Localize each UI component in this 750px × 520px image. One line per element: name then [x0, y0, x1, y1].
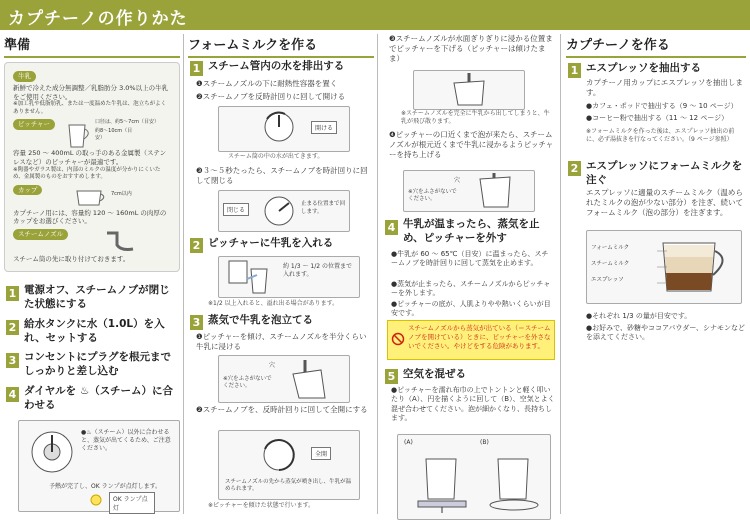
ok-lamp-label: OK ランプ点灯	[109, 492, 155, 514]
prep-box	[4, 62, 180, 272]
layer-steam-label: スチームミルク	[591, 259, 629, 267]
foam-heading: フォームミルクを作る	[188, 30, 374, 58]
prohibited-icon	[391, 332, 405, 346]
capp-step-1-bullet-2: ●コーヒー粉で抽出する（11 ～ 12 ページ）	[586, 114, 746, 123]
dial-icon	[27, 427, 77, 477]
col-foam-milk	[188, 30, 374, 518]
capp-step-2-bullet-1: ●それぞれ 1/3 の量が目安です。	[586, 312, 746, 321]
nozzle-text: スチーム筒の先に取り付けておきます。	[13, 255, 171, 264]
foam-step-5-text: ●ピッチャーを濡れ布巾の上でトントンと軽く叩いたり（A）、円を描くように回して（B）、空気とよく混ぜ合わせてください。泡が細かくなり、長持ちします。	[391, 386, 555, 424]
title-bar	[0, 0, 750, 30]
pour-label: 約 1/3 ～ 1/2 の位置まで入れます。	[283, 263, 357, 279]
tap-pitcher-icon	[412, 449, 472, 513]
layer-espresso-label: エスプレッソ	[591, 275, 624, 283]
hole-label-2: 穴	[454, 175, 460, 184]
cappuccino-heading: カプチーノを作る	[566, 30, 746, 58]
nozzle-tag: スチームノズル	[13, 229, 68, 240]
foam-step-2-note: ※1/2 以上入れると、溢れ出る場合があります。	[208, 300, 338, 308]
nozzle-icon	[103, 229, 143, 255]
fullopen-illustration	[218, 430, 360, 500]
lower-illustration	[413, 70, 525, 110]
mix-illustration	[397, 434, 551, 520]
cup-dim: 7cm以内	[111, 191, 132, 198]
hole-label: 穴	[269, 360, 275, 369]
warning-box	[387, 320, 555, 360]
prep-step-2: 給水タンクに水（1.0L）を入れ、セットする	[24, 318, 180, 345]
hole-note-2: ※穴をふさがないでください。	[408, 189, 462, 203]
close-label: 閉じる	[223, 203, 249, 216]
foam-step-4-bullet-3: ●ピッチャーの底が、人肌よりやや熱いくらいが目安です。	[391, 300, 555, 319]
prep-step-4: ダイヤルを ♨（スチーム）に合わせる	[24, 385, 180, 412]
cappuccino-cup-icon	[657, 237, 737, 299]
lower-pitcher-icon	[444, 73, 494, 107]
tilt-illustration	[218, 355, 350, 403]
foam-step-4-bullet-1: ●牛乳が 60 ～ 65℃（目安）に温まったら、スチームノブを時計回りに回して蒸気を止めます。	[391, 250, 555, 269]
preheat-text: 予熱が完了し、OK ランプが点灯します。	[49, 481, 161, 490]
mix-label-b: (B)	[480, 439, 489, 446]
foam-step-3-a: ❶ピッチャーを傾け、スチームノズルを半分くらい牛乳に浸ける	[196, 332, 372, 352]
pitcher-tag: ピッチャー	[13, 119, 55, 130]
milk-carton-icon	[225, 259, 275, 295]
divider-1	[183, 34, 184, 514]
dial-illustration	[18, 420, 180, 512]
foam-step-3-note: ※ピッチャーを傾けた状態で行います。	[208, 502, 314, 510]
foam-step-5-num: 5	[385, 369, 398, 384]
foam-step-4-bullet-2: ●蒸気が止まったら、スチームノズルからピッチャーを外します。	[391, 280, 555, 299]
prep-step-4-num: 4	[6, 387, 19, 402]
foam-step-1-num: 1	[190, 61, 203, 76]
foam-step-1-b: ❷スチームノブを反時計回りに回して開ける	[196, 92, 374, 102]
capp-step-1-note: ※フォームミルクを作った後は、エスプレッソ抽出の前に、必ず湯抜きを行なってください。（9 ページ参照）	[586, 128, 746, 144]
pitcher-icon	[63, 121, 93, 149]
foam-step-1-title: スチーム管内の水を排出する	[208, 60, 374, 74]
capp-step-1-title: エスプレッソを抽出する	[586, 62, 746, 76]
pitcher-note: ※陶器やガラス製は、内部のミルクの温度が分かりにくいため、金属製のものをおすすめします。	[13, 167, 171, 182]
foam-step-3-caption: スチームノズルの先から蒸気が噴き出し、牛乳が温められます。	[225, 479, 355, 493]
knob-open-icon	[259, 109, 299, 147]
foam-step-2-title: ピッチャーに牛乳を入れる	[208, 237, 374, 251]
foam-step-3-num: 3	[190, 315, 203, 330]
pitcher-text: 容量 250 ～ 400mL の取っ手のある金属製（ステンレスなど）のピッチャーが最適です。	[13, 149, 171, 167]
capp-step-2-text: エスプレッソに適量のスチームミルク（温められたミルクの泡が少ない部分）を注ぎ、続いてフォームミルク（泡の部分）を注ぎます。	[586, 188, 746, 218]
prep-step-1-num: 1	[6, 286, 19, 301]
divider-3	[560, 34, 561, 514]
dial-note: ●♨（スチーム）以外に合わせると、蒸気が出てくるため、ご注意ください。	[81, 429, 173, 453]
col-foam-milk-cont	[383, 30, 555, 518]
foam-step-3-c-note: ※スチームノズルを完全に牛乳から出してしまうと、牛乳が飛び散ります。	[401, 110, 555, 126]
ok-lamp-icon	[89, 493, 103, 507]
pour-illustration	[218, 256, 360, 298]
capp-step-2-bullet-2: ●お好みで、砂糖やココアパウダー、シナモンなどを添えてください。	[586, 324, 746, 343]
foam-step-4-num: 4	[385, 220, 398, 235]
foam-step-2-num: 2	[190, 238, 203, 253]
layer-foam-label: フォームミルク	[591, 243, 629, 251]
foam-step-3-d: ❹ピッチャーの口近くまで泡が来たら、スチームノズルが根元近くまで牛乳に浸かるようピッチャーを持ち上げる	[389, 130, 555, 160]
open-illustration	[218, 106, 350, 152]
prep-step-3: コンセントにプラグを根元までしっかりと差し込む	[24, 351, 180, 378]
open-label: 開ける	[311, 121, 337, 134]
capp-step-1-bullet-1: ●カフェ・ポッドで抽出する（9 ～ 10 ページ）	[586, 102, 746, 111]
divider-2	[377, 34, 378, 514]
page-title: カプチーノの作りかた	[8, 4, 188, 29]
foam-step-4-title: 牛乳が温まったら、蒸気を止め、ピッチャーを外す	[403, 218, 555, 245]
knob-fullopen-icon	[259, 435, 299, 475]
foam-step-5-title: 空気を混ぜる	[403, 368, 555, 382]
mix-label-a: (A)	[404, 439, 413, 446]
prep-step-3-num: 3	[6, 353, 19, 368]
foam-step-3-b: ❷スチームノブを、反時計回りに回して全開にする	[196, 405, 372, 415]
pitcher-dim1: 口径は、約5～7cm（目安）	[95, 119, 159, 126]
prep-step-1: 電源オフ、スチームノブが閉じた状態にする	[24, 284, 180, 311]
capp-step-2-num: 2	[568, 161, 581, 176]
foam-step-1-caption: スチーム筒の中の水が出てきます。	[228, 153, 323, 161]
col-prep	[4, 30, 180, 518]
foam-step-1-c: ❸３～５秒たったら、スチームノブを時計回りに回して閉じる	[196, 166, 372, 186]
cup-text: カプチーノ用には、容量約 120 ～ 160mL の肉厚のカップをお選びください。	[13, 209, 171, 227]
knob-close-icon	[261, 193, 297, 229]
prep-heading: 準備	[4, 30, 180, 58]
milk-text: 新鮮で冷えた成分無調整／乳脂肪分 3.0%以上の牛乳をご使用ください。	[13, 84, 171, 102]
cup-icon	[73, 187, 109, 207]
cup-tag: カップ	[13, 185, 42, 196]
raise-illustration	[403, 170, 535, 212]
swirl-pitcher-icon	[484, 449, 544, 513]
capp-step-1-num: 1	[568, 63, 581, 78]
milk-note: ※加工乳や低脂肪乳、または一度温めた牛乳は、泡立ちがよくありません。	[13, 101, 171, 116]
hole-note: ※穴をふさがないでください。	[223, 376, 277, 390]
foam-step-1-a: ❶スチームノズルの下に耐熱性容器を置く	[196, 79, 374, 89]
close-illustration	[218, 190, 350, 232]
tilted-pitcher-icon	[285, 358, 341, 400]
col-cappuccino	[566, 30, 746, 518]
capp-step-1-text: カプチーノ用カップにエスプレッソを抽出します。	[586, 78, 746, 98]
stop-label: 止まる位置まで回します。	[301, 199, 347, 215]
full-open-label: 全開	[311, 447, 331, 460]
pitcher-dim2: 約8～10cm（目安）	[95, 128, 135, 142]
prep-step-2-num: 2	[6, 320, 19, 335]
foam-step-3-title: 蒸気で牛乳を泡立てる	[208, 314, 374, 328]
cup-layers-illustration	[586, 230, 742, 304]
warning-text: スチームノズルから蒸気が出ている（＝スチームノブを開けている）ときに、ピッチャーを外さないでください。やけどをする危険があります。	[408, 324, 552, 350]
foam-step-3-c: ❸スチームノズルが水面ぎりぎりに浸かる位置までピッチャーを下げる（ピッチャーは傾けたまま）	[389, 34, 555, 64]
milk-tag: 牛乳	[13, 71, 36, 82]
capp-step-2-title: エスプレッソにフォームミルクを注ぐ	[586, 160, 746, 187]
raised-pitcher-icon	[472, 173, 526, 209]
